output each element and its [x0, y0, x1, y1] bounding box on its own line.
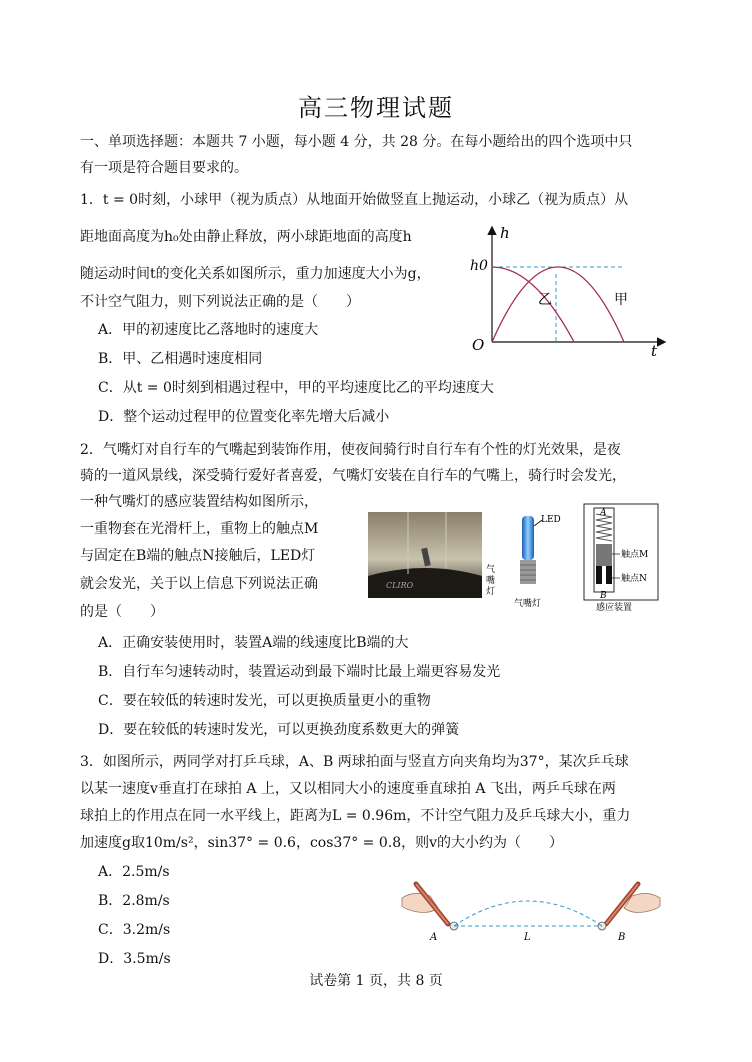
q3-option-a[interactable]: A．2.5m/s [98, 864, 170, 880]
q1-stem-line3: 随运动时间t的变化关系如图所示，重力加速度大小为g， [80, 266, 431, 282]
ball-trajectory [454, 901, 602, 926]
q3-ping-pong-figure [400, 878, 662, 950]
q2-stem-line3: 一种气嘴灯的感应装置结构如图所示， [80, 494, 318, 510]
photo-caption-2: 嘴 [486, 576, 496, 586]
q2-stem-line4: 一重物套在光滑杆上，重物上的触点M [80, 521, 319, 537]
q1-option-c[interactable]: C．从t = 0时刻到相遇过程中，甲的平均速度比乙的平均速度大 [98, 380, 494, 396]
left-hand-paddle-icon [402, 884, 448, 924]
q2-stem-line7: 的是（ ） [80, 604, 164, 620]
q2-option-c[interactable]: C．要在较低的转速时发光，可以更换质量更小的重物 [98, 693, 431, 709]
svg-text:CLIRO: CLIRO [386, 581, 414, 590]
photo-caption-1: 气 [486, 565, 496, 575]
q1-origin-label: O [472, 336, 485, 354]
point-b-label: B [618, 932, 626, 943]
page-title: 高三物理试题 [298, 94, 454, 122]
q1-h0-label: h0 [470, 258, 488, 274]
q3-stem-line2: 以某一速度v垂直打在球拍 A 上，又以相同大小的速度垂直球拍 A 飞出，两乒乓球在两 [80, 781, 616, 797]
q1-jia-label: 甲 [614, 292, 628, 308]
end-a-label: A [600, 508, 607, 518]
q1-option-b[interactable]: B．甲、乙相遇时速度相同 [98, 351, 263, 367]
right-hand-paddle-icon [606, 884, 660, 924]
q1-option-d[interactable]: D．整个运动过程甲的位置变化率先增大后减小 [98, 409, 390, 425]
q2-stem-line6: 就会发光，关于以上信息下列说法正确 [80, 576, 318, 592]
sensing-device-label: 感应装置 [596, 603, 633, 613]
q1-stem-line4: 不计空气阻力，则下列说法正确的是（ ） [80, 294, 360, 310]
valve-lamp-label: 气嘴灯 [514, 599, 542, 609]
q3-option-c[interactable]: C．3.2m/s [98, 922, 171, 938]
end-b-label: B [600, 591, 607, 601]
valve-lamp-icon [520, 516, 542, 584]
photo-caption-3: 灯 [486, 587, 496, 597]
distance-l-label: L [524, 932, 531, 943]
q1-height-time-graph [464, 222, 674, 362]
q1-y-axis-label: h [500, 224, 510, 242]
q3-stem-line4: 加速度g取10m/s²，sin37° = 0.6，cos37° = 0.8，则v的大小约为（ ） [80, 835, 564, 851]
contact-m-label: 触点M [621, 550, 649, 560]
bicycle-wheel-photo [368, 512, 482, 598]
page-footer: 试卷第 1 页，共 8 页 [309, 973, 443, 989]
led-label: LED [541, 515, 561, 525]
q2-option-b[interactable]: B．自行车匀速转动时，装置运动到最下端时比最上端更容易发光 [98, 664, 501, 680]
q1-x-axis-label: t [651, 342, 658, 360]
q2-option-a[interactable]: A．正确安装使用时，装置A端的线速度比B端的大 [98, 635, 409, 651]
q3-option-b[interactable]: B．2.8m/s [98, 893, 170, 909]
q1-yi-label: 乙 [538, 292, 552, 308]
q1-stem-line2: 距地面高度为h₀处由静止释放，两小球距地面的高度h [80, 229, 412, 245]
q1-stem-line1: 1．t = 0时刻，小球甲（视为质点）从地面开始做竖直上抛运动，小球乙（视为质点）从 [80, 192, 629, 208]
q3-option-d[interactable]: D．3.5m/s [98, 951, 171, 967]
q3-stem-line1: 3．如图所示，两同学对打乒乓球，A、B 两球拍面与竖直方向夹角均为37°，某次乒乓球 [80, 754, 629, 770]
q2-stem-line1: 2．气嘴灯对自行车的气嘴起到装饰作用，使夜间骑行时自行车有个性的灯光效果，是夜 [80, 442, 621, 458]
q1-curve-jia [492, 267, 624, 342]
q2-valve-light-figure [368, 502, 662, 618]
q2-stem-line2: 骑的一道风景线，深受骑行爱好者喜爱，气嘴灯安装在自行车的气嘴上，骑行时会发光， [80, 468, 626, 484]
q2-option-d[interactable]: D．要在较低的转速时发光，可以更换劲度系数更大的弹簧 [98, 722, 460, 738]
q1-option-a[interactable]: A．甲的初速度比乙落地时的速度大 [98, 322, 319, 338]
section-heading-line1: 一、单项选择题：本题共 7 小题，每小题 4 分，共 28 分。在每小题给出的四个选项中只 [80, 134, 633, 150]
section-heading-line2: 有一项是符合题目要求的。 [80, 160, 248, 176]
point-a-label: A [430, 932, 438, 943]
q3-stem-line3: 球拍上的作用点在同一水平线上，距离为L = 0.96m，不计空气阻力及乒乓球大小，重力 [80, 808, 631, 824]
q2-stem-line5: 与固定在B端的触点N接触后，LED灯 [80, 548, 316, 564]
contact-n-label: 触点N [621, 574, 647, 584]
